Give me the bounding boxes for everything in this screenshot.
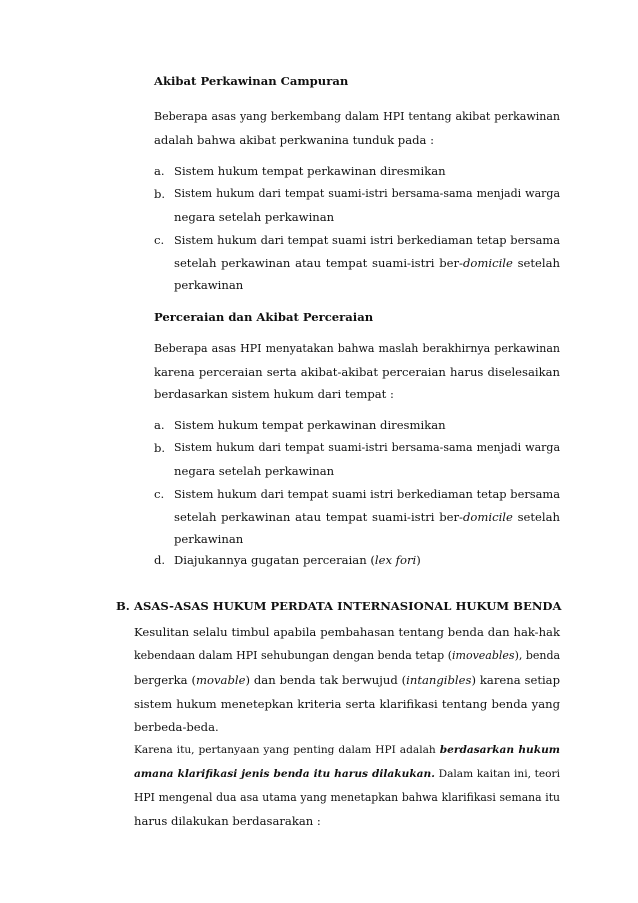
list-marker: a. [154, 418, 165, 432]
text-run: ) dan benda tak berwujud ( [245, 673, 407, 687]
list-item-continuation: perkawinan [174, 532, 244, 546]
list-marker: c. [154, 233, 165, 247]
list-item-continuation [174, 509, 560, 525]
paragraph-line: HPI mengenal dua asa utama yang menetapkan bahwa klarifikasi semana itu [134, 791, 560, 804]
bold-italic-term: amana klarifikasi jenis benda itu harus dilakukan. [134, 768, 435, 780]
italic-term: domicile [462, 256, 513, 270]
paragraph-line [134, 766, 560, 782]
list-item: Sistem hukum dari tempat suami-istri bersama-sama menjadi warga [174, 441, 560, 454]
italic-term: movable [196, 673, 246, 687]
paragraph-line: karena perceraian serta akibat-akibat perceraian harus diselesaikan [154, 365, 560, 379]
text-run: Diajukannya gugatan perceraian ( [174, 553, 375, 567]
list-item-continuation: negara setelah perkawinan [174, 464, 335, 478]
section-heading: Akibat Perkawinan Campuran [154, 74, 349, 88]
list-item: Sistem hukum dari tempat suami istri berkediaman tetap bersama [174, 487, 560, 501]
text-run: ) karena setiap [471, 673, 561, 687]
list-item: Sistem hukum dari tempat suami istri berkediaman tetap bersama [174, 233, 560, 247]
list-item-continuation [174, 255, 560, 271]
paragraph-line [134, 648, 560, 664]
italic-term: lex fori [374, 553, 417, 567]
paragraph-line: sistem hukum menetepkan kriteria serta klarifikasi tentang benda yang [134, 697, 560, 711]
text-run: setelah perkawinan atau tempat suami-istri ber- [174, 256, 463, 270]
list-marker: b. [154, 187, 166, 201]
list-item [174, 552, 421, 568]
text-run: setelah [512, 510, 560, 524]
text-run: kebendaan dalam HPI sehubungan dengan benda tetap ( [134, 649, 452, 662]
text-run: ) [416, 553, 421, 567]
list-marker: d. [154, 553, 166, 567]
section-marker: B. [116, 599, 130, 613]
text-run: bergerka ( [134, 673, 197, 687]
bold-italic-term: berdasarkan hukum [439, 744, 560, 756]
paragraph-line: Beberapa asas HPI menyatakan bahwa maslah berakhirnya perkawinan [154, 342, 560, 355]
paragraph-line: berbeda-beda. [134, 720, 219, 734]
italic-term: imoveables [452, 649, 515, 662]
paragraph-line: harus dilakukan berdasarakan : [134, 814, 321, 828]
text-run: setelah perkawinan atau tempat suami-istri ber- [174, 510, 463, 524]
list-marker: c. [154, 487, 165, 501]
list-item-continuation: perkawinan [174, 278, 244, 292]
paragraph-line: Beberapa asas yang berkembang dalam HPI tentang akibat perkawinan [154, 110, 560, 123]
list-item: Sistem hukum dari tempat suami-istri bersama-sama menjadi warga [174, 187, 560, 200]
list-marker: a. [154, 164, 165, 178]
section-heading: Perceraian dan Akibat Perceraian [154, 310, 374, 324]
paragraph-line [134, 742, 560, 758]
paragraph-line: berdasarkan sistem hukum dari tempat : [154, 387, 394, 401]
text-run: ), benda [514, 649, 561, 662]
list-item: Sistem hukum tempat perkawinan diresmikan [174, 164, 446, 178]
paragraph-line: Kesulitan selalu timbul apabila pembahasan tentang benda dan hak-hak [134, 625, 560, 639]
paragraph-line: adalah bahwa akibat perkwanina tunduk pada : [154, 133, 435, 147]
italic-term: intangibles [406, 673, 472, 687]
paragraph-line [134, 672, 560, 688]
list-item-continuation: negara setelah perkawinan [174, 210, 335, 224]
italic-term: domicile [462, 510, 513, 524]
text-run: Dalam kaitan ini, teori [434, 768, 561, 780]
list-item: Sistem hukum tempat perkawinan diresmikan [174, 418, 446, 432]
section-heading: ASAS-ASAS HUKUM PERDATA INTERNASIONAL HUKUM BENDA [134, 599, 562, 613]
text-run: Karena itu, pertanyaan yang penting dalam HPI adalah [134, 744, 440, 756]
text-run: setelah [512, 256, 560, 270]
list-marker: b. [154, 441, 166, 455]
